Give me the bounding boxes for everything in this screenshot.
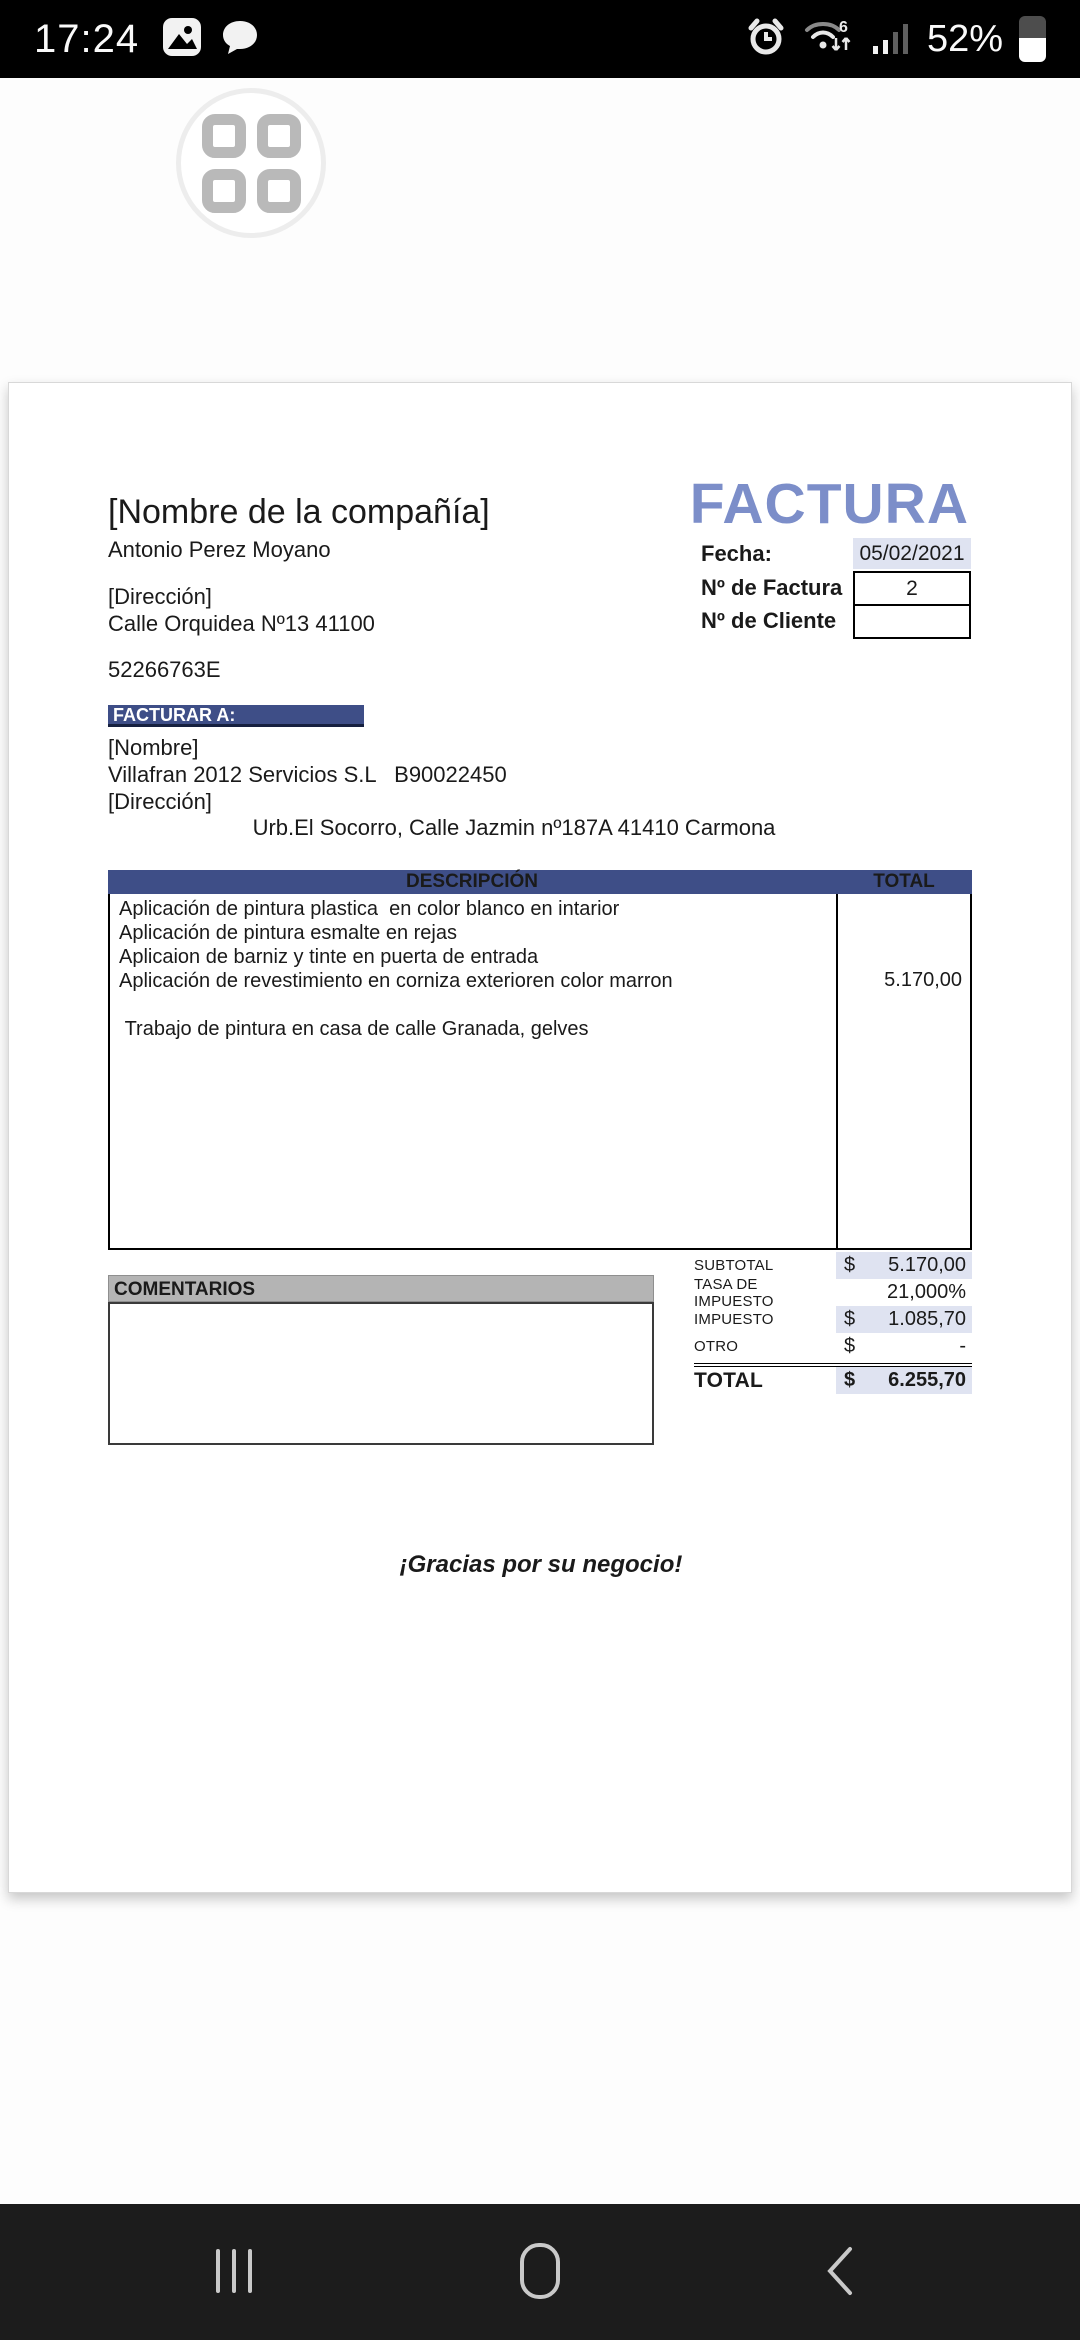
- home-icon: [516, 2241, 564, 2304]
- column-header-total: TOTAL: [873, 871, 935, 892]
- grid-logo-icon: [176, 88, 326, 238]
- comments-label: COMENTARIOS: [108, 1275, 654, 1302]
- recents-button[interactable]: [180, 2212, 300, 2332]
- currency-symbol: $: [844, 1308, 856, 1330]
- tax-value: 1.085,70: [888, 1308, 966, 1330]
- signal-icon: [871, 16, 911, 63]
- back-icon: [820, 2241, 860, 2304]
- home-button[interactable]: [480, 2212, 600, 2332]
- tax-label: IMPUESTO: [694, 1311, 774, 1328]
- company-name: [Nombre de la compañía]: [108, 493, 490, 531]
- currency-symbol: $: [844, 1369, 856, 1391]
- item-row: [110, 993, 830, 1017]
- num-factura-label: Nº de Factura: [701, 575, 843, 600]
- other-row: [694, 1333, 972, 1360]
- column-header-descripcion: DESCRIPCIÓN: [406, 871, 538, 892]
- currency-symbol: $: [844, 1335, 856, 1357]
- num-cliente-label: Nº de Cliente: [701, 608, 837, 633]
- currency-symbol: $: [844, 1254, 856, 1276]
- item-row: Aplicación de pintura esmalte en rejas: [119, 922, 457, 944]
- invoice-title: FACTURA: [689, 472, 969, 536]
- num-cliente-value-cell: [853, 604, 971, 639]
- gallery-icon: [161, 16, 203, 63]
- battery-icon: [1019, 16, 1046, 62]
- tax-rate-value: 21,000%: [887, 1281, 966, 1303]
- alarm-icon: [745, 16, 787, 63]
- invoice-page[interactable]: [8, 382, 1072, 1893]
- recents-icon: [208, 2243, 272, 2302]
- back-button[interactable]: [780, 2212, 900, 2332]
- chat-icon: [219, 16, 261, 63]
- tax-rate-label: TASA DE IMPUESTO: [694, 1275, 774, 1310]
- grand-total-label: TOTAL: [694, 1368, 764, 1392]
- items-table-body: [108, 894, 972, 1250]
- bill-to-address-label: [Dirección]: [108, 789, 212, 814]
- status-time: 17:24: [34, 16, 140, 61]
- company-tax-id: 52266763E: [108, 657, 221, 682]
- item-row: Aplicación de revestimiento en corniza exterioren color marron: [119, 970, 673, 992]
- battery-percent: 52%: [926, 17, 1003, 60]
- subtotal-value: 5.170,00: [888, 1254, 966, 1276]
- bill-to-header: FACTURAR A:: [108, 705, 364, 727]
- comments-box: [108, 1302, 654, 1445]
- bill-to-client: Villafran 2012 Servicios S.L B90022450: [108, 762, 507, 787]
- company-contact: Antonio Perez Moyano: [108, 537, 331, 562]
- totals-block: [694, 1252, 972, 1394]
- items-table-header: [108, 870, 972, 894]
- wifi6-icon: [803, 14, 855, 65]
- bill-to-address: Urb.El Socorro, Calle Jazmin nº187A 41410 Carmona: [252, 815, 776, 840]
- document-viewer: [0, 78, 1080, 2204]
- item-total-value: 5.170,00: [884, 969, 962, 991]
- status-bar: [0, 0, 1080, 78]
- tax-rate-row: [694, 1275, 972, 1310]
- item-row: Aplicación de pintura plastica en color blanco en intarior: [119, 898, 620, 920]
- fecha-label: Fecha:: [701, 541, 772, 566]
- bill-to-name-placeholder: [Nombre]: [108, 735, 199, 760]
- subtotal-label: SUBTOTAL: [694, 1257, 774, 1274]
- tax-row: [694, 1306, 972, 1333]
- grand-total-row: [694, 1363, 972, 1394]
- column-divider: [836, 894, 838, 1248]
- svg-text:6: 6: [838, 18, 848, 36]
- other-label: OTRO: [694, 1338, 739, 1355]
- grand-total-value: 6.255,70: [888, 1369, 966, 1391]
- company-address: Calle Orquidea Nº13 41100: [108, 611, 375, 636]
- item-row: Trabajo de pintura en casa de calle Granada, gelves: [119, 1018, 589, 1040]
- fecha-value-cell: 05/02/2021: [853, 538, 971, 569]
- num-factura-value-cell: 2: [853, 571, 971, 606]
- thank-you-note: ¡Gracias por su negocio!: [399, 1551, 683, 1578]
- item-row: Aplicaion de barniz y tinte en puerta de entrada: [119, 946, 539, 968]
- company-address-label: [Dirección]: [108, 584, 212, 609]
- other-value: -: [959, 1335, 966, 1357]
- items-table: [108, 870, 972, 1250]
- android-nav-bar: [0, 2204, 1080, 2340]
